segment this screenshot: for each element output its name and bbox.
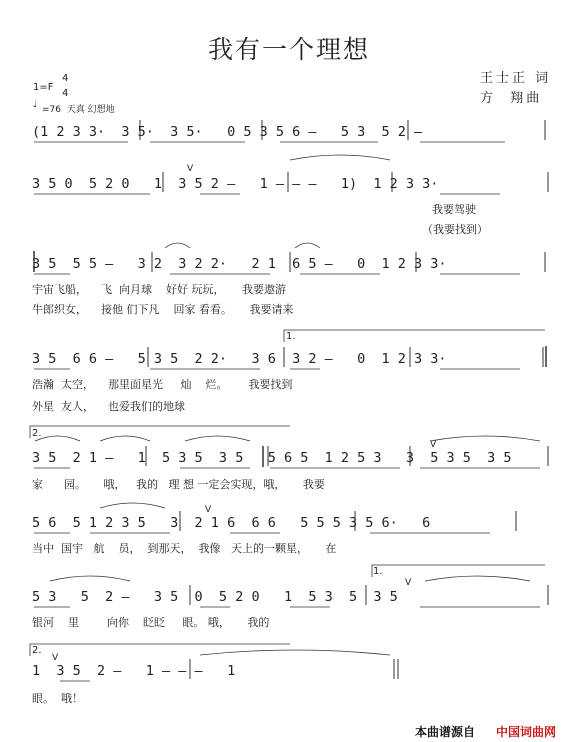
slur <box>290 155 390 160</box>
breath-mark: V <box>205 505 212 515</box>
system-7-notes: 5 3 5 2 – 3 5 0 5 2 0 1 5 3 5 3 5 <box>32 589 398 605</box>
tempo-marking: =76 天真 幻想地 <box>42 105 115 115</box>
system-6-lyric-1: 当中 国宇 航 员， 到那天， 我像 天上的一颗星， 在 <box>32 542 337 555</box>
slur <box>430 436 540 441</box>
system-5-notes: 3 5 2 1 – 1 5 3 5 3 5 5 6 5 1 2 5 3 3 5 3 5 3 5 <box>32 450 512 466</box>
volta-bracket <box>372 565 545 577</box>
breath-mark: V <box>405 578 412 588</box>
system-8-notes: 1 3 5 2 – 1 – – – 1 <box>32 663 236 679</box>
slur <box>295 243 320 248</box>
volta-second-label: 2. <box>32 645 42 656</box>
system-2-notes: 3 5 0 5 2 0 1 3 5 2 – 1 – – – 1) 1 2 3 3· <box>32 176 439 192</box>
slur <box>200 650 390 655</box>
breath-mark: V <box>187 164 194 174</box>
slur <box>425 576 530 581</box>
system-4-notes: 3 5 6 6 – 5 3 5 2 2· 3 6 3 2 – 0 1 2 3 3· <box>32 351 447 367</box>
slur <box>50 576 130 581</box>
song-title: 我有一个理想 <box>207 35 370 64</box>
slur <box>100 503 165 508</box>
time-signature-top: 4 <box>62 73 69 84</box>
quarter-note-icon: ♩ <box>33 100 38 110</box>
breath-mark: V <box>430 440 437 450</box>
volta-bracket <box>284 330 545 342</box>
slur <box>165 243 190 248</box>
system-1-notes: (1 2 3 3· 3 5· 3 5· 0 5 3 5 6 – 5 3 5 2 – <box>32 124 423 140</box>
system-3-lyric-1: 宇宙飞船， 飞 向月球 好好 玩玩， 我要遨游 <box>32 283 286 296</box>
volta-bracket <box>30 426 290 438</box>
system-2-lyric-1: 我要驾驶 <box>432 203 476 216</box>
volta-bracket <box>30 644 290 656</box>
footer-site-link[interactable]: 中国词曲网 <box>496 725 557 739</box>
breath-mark: V <box>52 653 59 663</box>
system-5-lyric-1: 家 园。 哦， 我的 理 想 一定会实现，哦， 我要 <box>32 478 325 491</box>
system-3-lyric-2: 牛郎织女， 接他 们下凡 回家 看看。 我要请来 <box>32 303 294 316</box>
system-2-lyric-2: （我要找到） <box>422 223 488 236</box>
volta-first-label: 1. <box>286 331 296 342</box>
system-7-lyric-1: 银河 里 向你 眨眨 眼。 哦， 我的 <box>32 616 270 629</box>
system-8-lyric-1: 眼。 哦！ <box>32 692 83 705</box>
volta-first-label: 1. <box>373 566 383 577</box>
volta-second-label: 2. <box>32 428 42 439</box>
time-signature-bottom: 4 <box>62 88 69 99</box>
lyricist-credit: 王士正 词 <box>480 71 552 86</box>
slur <box>35 436 80 441</box>
system-4-lyric-2: 外星 友人， 也爱我们的地球 <box>32 400 185 413</box>
system-6-notes: 5 6 5 1 2 3 5 3 2 1 6 6 6 5 5 5 3 5 6· 6 <box>32 515 431 531</box>
key-signature: 1=F <box>33 82 54 93</box>
slur <box>100 436 150 441</box>
composer-credit: 方 翔曲 <box>480 91 543 106</box>
footer-source: 本曲谱源自 <box>415 725 476 739</box>
system-3-notes: 3 5 5 5 – 3 2 3 2 2· 2 1 6 5 – 0 1 2 3 3· <box>32 256 447 272</box>
system-4-lyric-1: 浩瀚 太空， 那里面星光 灿 烂。 我要找到 <box>32 378 293 391</box>
slur <box>185 436 250 441</box>
